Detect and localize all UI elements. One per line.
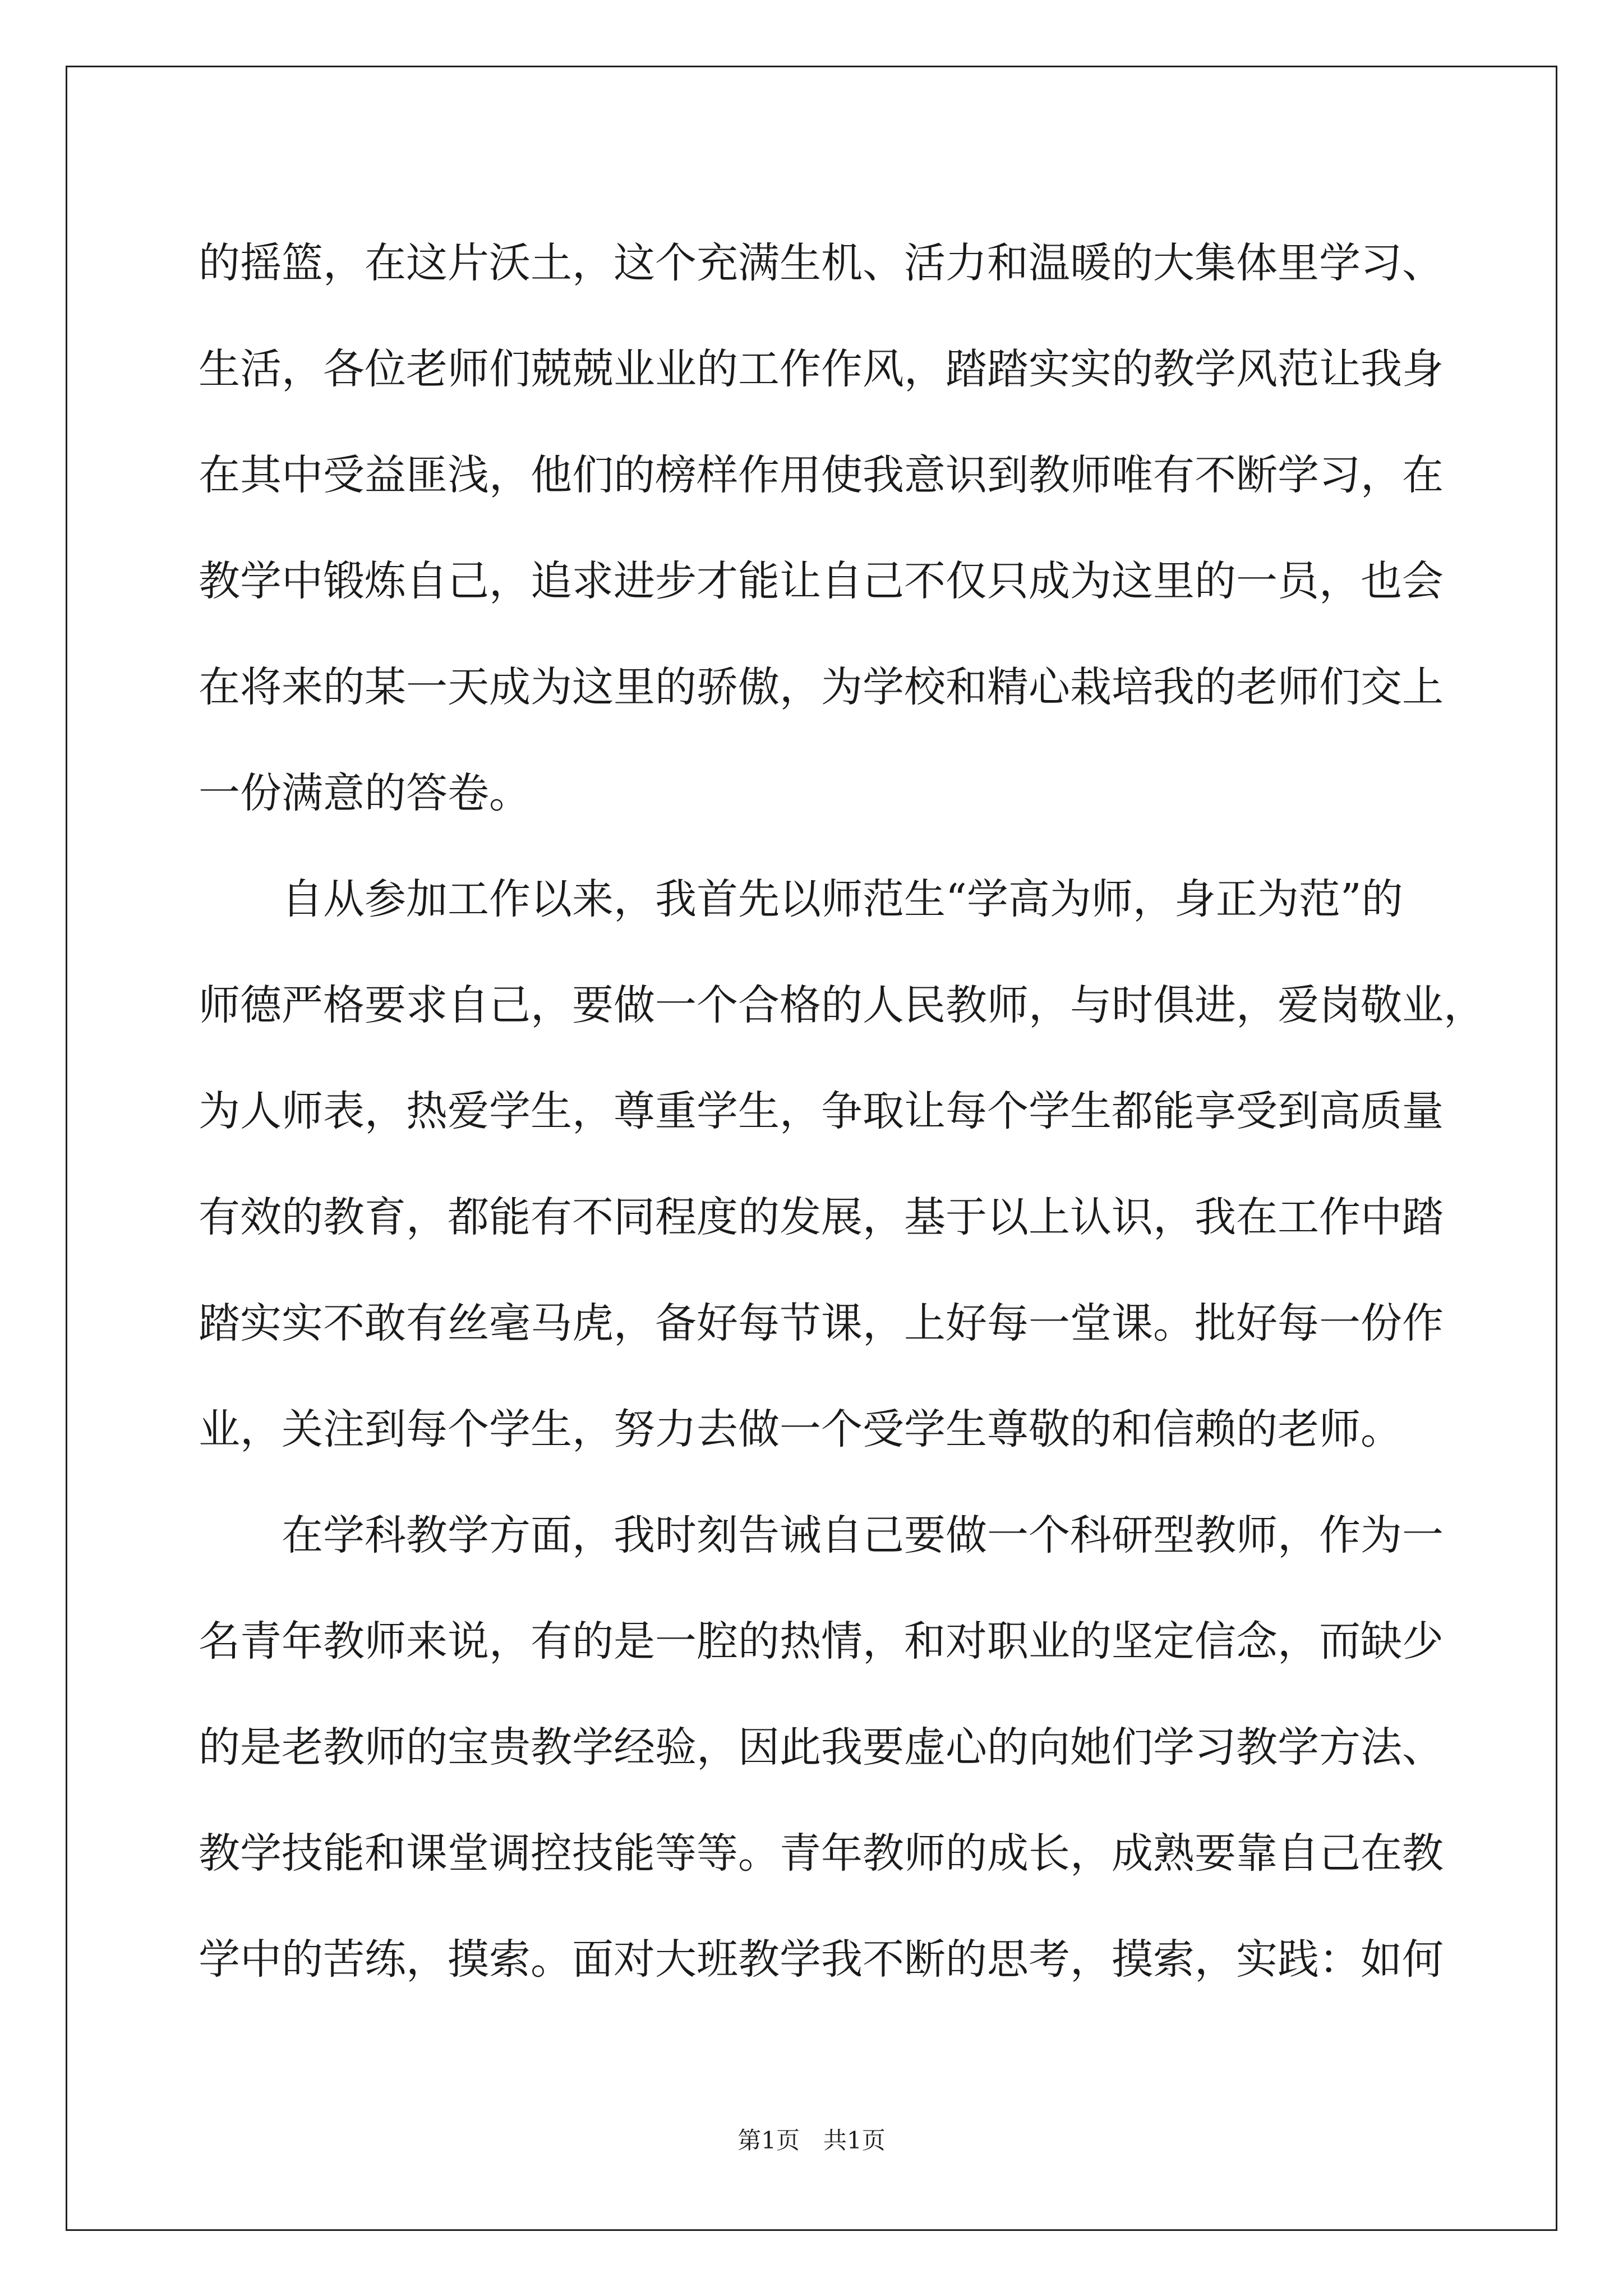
text-line-9: 为人师表，热爱学生，尊重学生，争取让每个学生都能享受到高质量 bbox=[199, 1087, 1444, 1135]
text-line-14: 名青年教师来说，有的是一腔的热情，和对职业的坚定信念，而缺少 bbox=[199, 1617, 1444, 1665]
text-line-5: 在将来的某一天成为这里的骄傲，为学校和精心栽培我的老师们交上 bbox=[199, 663, 1444, 711]
text-line-12: 业，关注到每个学生，努力去做一个受学生尊敬的和信赖的老师。 bbox=[199, 1405, 1402, 1453]
text-line-17: 学中的苦练，摸索。面对大班教学我不断的思考，摸索，实践：如何 bbox=[199, 1935, 1444, 1984]
text-line-8: 师德严格要求自己，要做一个合格的人民教师，与时俱进，爱岗敬业， bbox=[199, 981, 1485, 1029]
document-body bbox=[199, 210, 1485, 2013]
text-line-15: 的是老教师的宝贵教学经验，因此我要虚心的向她们学习教学方法、 bbox=[199, 1723, 1444, 1772]
text-line-16: 教学技能和课堂调控技能等等。青年教师的成长，成熟要靠自己在教 bbox=[199, 1829, 1444, 1878]
text-line-6: 一份满意的答卷。 bbox=[199, 769, 531, 817]
text-line-1: 的摇篮，在这片沃土，这个充满生机、活力和温暖的大集体里学习、 bbox=[199, 239, 1444, 287]
text-line-13: 在学科教学方面，我时刻告诫自己要做一个科研型教师，作为一 bbox=[282, 1511, 1444, 1559]
page-number-footer: 第1页 共1页 bbox=[737, 2127, 886, 2154]
text-line-4: 教学中锻炼自己，追求进步才能让自己不仅只成为这里的一员，也会 bbox=[199, 557, 1444, 605]
text-line-3: 在其中受益匪浅，他们的榜样作用使我意识到教师唯有不断学习，在 bbox=[199, 451, 1444, 499]
text-line-10: 有效的教育，都能有不同程度的发展，基于以上认识，我在工作中踏 bbox=[199, 1193, 1444, 1241]
text-line-7: 自从参加工作以来，我首先以师范生“学高为师，身正为范”的 bbox=[282, 875, 1403, 923]
text-line-11: 踏实实不敢有丝毫马虎，备好每节课，上好每一堂课。批好每一份作 bbox=[199, 1299, 1444, 1347]
text-line-2: 生活，各位老师们兢兢业业的工作作风，踏踏实实的教学风范让我身 bbox=[199, 345, 1444, 393]
